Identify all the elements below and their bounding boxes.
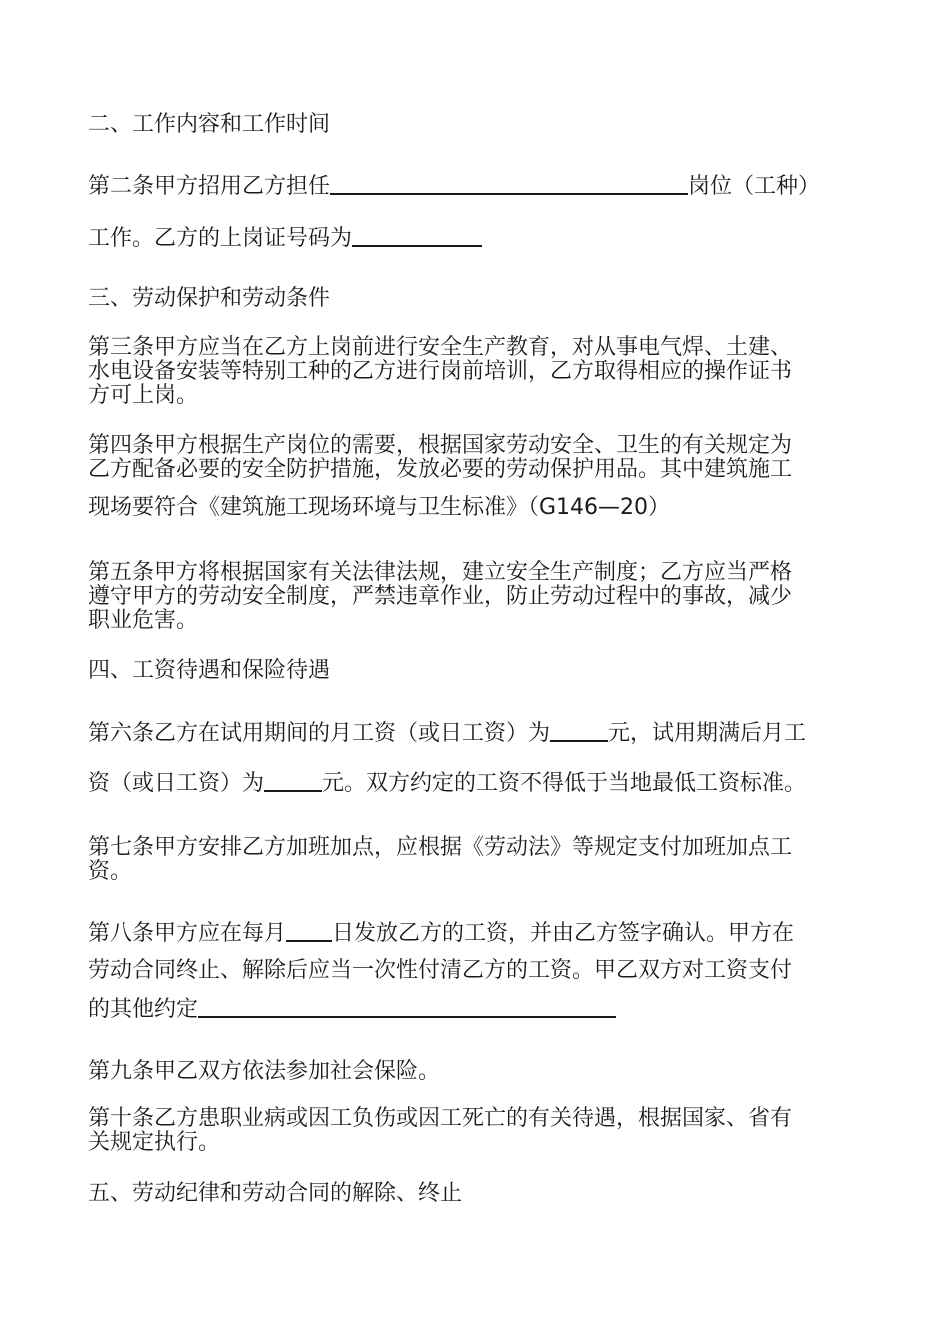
clause-4-line: 现场要符合《建筑施工现场环境与卫生标准》（G146—20） — [88, 495, 671, 520]
regular-wage-blank[interactable] — [264, 770, 322, 792]
clause-9: 第九条甲乙双方依法参加社会保险。 — [88, 1059, 441, 1084]
clause-3-line: 水电设备安装等特别工种的乙方进行岗前培训，乙方取得相应的操作证书 — [88, 359, 793, 384]
clause-4 — [88, 434, 868, 520]
clause-3 — [88, 336, 868, 408]
clause-5-line: 遵守甲方的劳动安全制度，严禁违章作业，防止劳动过程中的事故，减少 — [88, 584, 793, 609]
section-heading-2: 二、工作内容和工作时间 — [88, 112, 331, 137]
clause-8-text-b: 日发放乙方的工资，并由乙方签字确认。甲方在 — [332, 921, 795, 946]
clause-5-line: 第五条甲方将根据国家有关法律法规，建立安全生产制度；乙方应当严格 — [88, 560, 793, 585]
clause-5 — [88, 561, 868, 633]
probation-wage-blank[interactable] — [550, 720, 608, 742]
clause-7-line: 第七条甲方安排乙方加班加点，应根据《劳动法》等规定支付加班加点工 — [88, 835, 793, 860]
certificate-number-blank[interactable] — [352, 225, 482, 247]
clause-7-line: 资。 — [88, 859, 133, 884]
clause-3-line: 第三条甲方应当在乙方上岗前进行安全生产教育，对从事电气焊、土建、 — [88, 335, 793, 360]
section-heading-5: 五、劳动纪律和劳动合同的解除、终止 — [88, 1181, 463, 1206]
clause-6-line-1 — [88, 720, 868, 746]
clause-8-text-a: 第八条甲方应在每月 — [88, 921, 287, 946]
clause-5-line: 职业危害。 — [88, 608, 199, 633]
other-agreement-blank[interactable] — [198, 996, 616, 1018]
clause-6-text-b: 元，试用期满后月工 — [608, 721, 807, 746]
clause-8-text-c: 的其他约定 — [88, 997, 199, 1022]
clause-6-text-a: 第六条乙方在试用期间的月工资（或日工资）为 — [88, 721, 551, 746]
clause-2-text-b: 岗位（工种） — [688, 174, 821, 199]
clause-2-text-a: 第二条甲方招用乙方担任 — [88, 174, 331, 199]
clause-2-line-2 — [88, 225, 868, 251]
clause-10-line: 第十条乙方患职业病或因工负伤或因工死亡的有关待遇，根据国家、省有 — [88, 1106, 793, 1131]
clause-6-text-c: 资（或日工资）为 — [88, 771, 265, 796]
clause-8-line-1 — [88, 920, 868, 946]
position-blank[interactable] — [330, 173, 688, 195]
section-heading-3: 三、劳动保护和劳动条件 — [88, 286, 331, 311]
clause-10 — [88, 1107, 868, 1155]
clause-3-line: 方可上岗。 — [88, 383, 199, 408]
payday-blank[interactable] — [286, 920, 332, 942]
clause-8-line-2: 劳动合同终止、解除后应当一次性付清乙方的工资。甲乙双方对工资支付 — [88, 958, 793, 983]
clause-2-text-c: 工作。乙方的上岗证号码为 — [88, 226, 353, 251]
clause-2-line-1 — [88, 173, 868, 199]
clause-6-line-2 — [88, 770, 868, 796]
clause-4-line: 第四条甲方根据生产岗位的需要，根据国家劳动安全、卫生的有关规定为 — [88, 433, 793, 458]
clause-10-line: 关规定执行。 — [88, 1130, 221, 1155]
clause-8-line-3 — [88, 996, 868, 1022]
clause-7 — [88, 836, 868, 884]
section-heading-4: 四、工资待遇和保险待遇 — [88, 658, 331, 683]
clause-4-line: 乙方配备必要的安全防护措施，发放必要的劳动保护用品。其中建筑施工 — [88, 457, 793, 482]
clause-6-text-d: 元。双方约定的工资不得低于当地最低工资标准。 — [322, 771, 807, 796]
